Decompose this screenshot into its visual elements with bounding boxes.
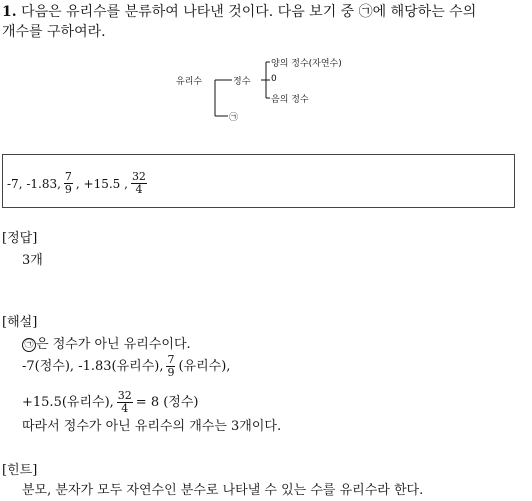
- explanation-text-3b: = 8 (정수): [135, 394, 199, 410]
- classification-diagram: [170, 52, 370, 124]
- explanation-line-3: [22, 390, 199, 415]
- explanation-line-1: [22, 336, 191, 354]
- fraction-numerator: 7: [167, 353, 175, 366]
- fraction-numerator: 32: [117, 389, 132, 402]
- explanation-fraction-1: [166, 354, 175, 379]
- diagram-integer: 정수: [233, 77, 251, 87]
- explanation-text-2a: -7(정수), -1.83(유리수),: [22, 358, 164, 374]
- explanation-fraction-2: [117, 390, 133, 415]
- fraction-denominator: 4: [135, 183, 143, 196]
- circled-mark: ㉠: [22, 338, 36, 352]
- answer-value: 3개: [22, 253, 43, 268]
- question-text-1: 다음은 유리수를 분류하여 나타낸 것이다. 다음 보기 중 ㉠에 해당하는 수의: [21, 4, 477, 20]
- examples-fraction-1: [64, 171, 73, 196]
- explanation-text-2b: (유리수),: [178, 358, 231, 374]
- examples-text-b: , +15.5 ,: [75, 176, 128, 191]
- examples-box: [2, 154, 515, 208]
- fraction-denominator: 4: [121, 402, 129, 415]
- examples-fraction-2: [131, 171, 147, 196]
- explanation-text-3a: +15.5(유리수),: [22, 394, 114, 410]
- answer-label: [정답]: [2, 231, 38, 246]
- diagram-positive: 양의 정수(자연수): [271, 59, 342, 69]
- fraction-numerator: 7: [64, 170, 72, 183]
- hint-label: [힌트]: [2, 463, 38, 478]
- explanation-line-4: 따라서 정수가 아닌 유리수의 개수는 3개이다.: [22, 419, 282, 434]
- examples-row: [7, 171, 150, 196]
- diagram-negative: 음의 정수: [271, 95, 309, 105]
- fraction-numerator: 32: [131, 170, 146, 183]
- diagram-zero: 0: [271, 74, 277, 84]
- fraction-denominator: 9: [64, 183, 72, 196]
- hint-text: 분모, 분자가 모두 자연수인 분수로 나타낼 수 있는 수를 유리수라 한다.: [22, 483, 424, 498]
- diagram-rational: 유리수: [176, 77, 203, 87]
- explanation-label: [해설]: [2, 315, 38, 330]
- question-text-2: 개수를 구하여라.: [2, 24, 106, 40]
- diagram-blank: ㉠: [229, 113, 239, 123]
- explanation-text-1: 은 정수가 아닌 유리수이다.: [36, 337, 191, 352]
- question-line-1: [2, 2, 476, 22]
- examples-text-a: -7, -1.83,: [7, 176, 61, 191]
- question-number: 1.: [2, 4, 17, 20]
- fraction-denominator: 9: [167, 366, 175, 379]
- explanation-line-2: [22, 354, 230, 379]
